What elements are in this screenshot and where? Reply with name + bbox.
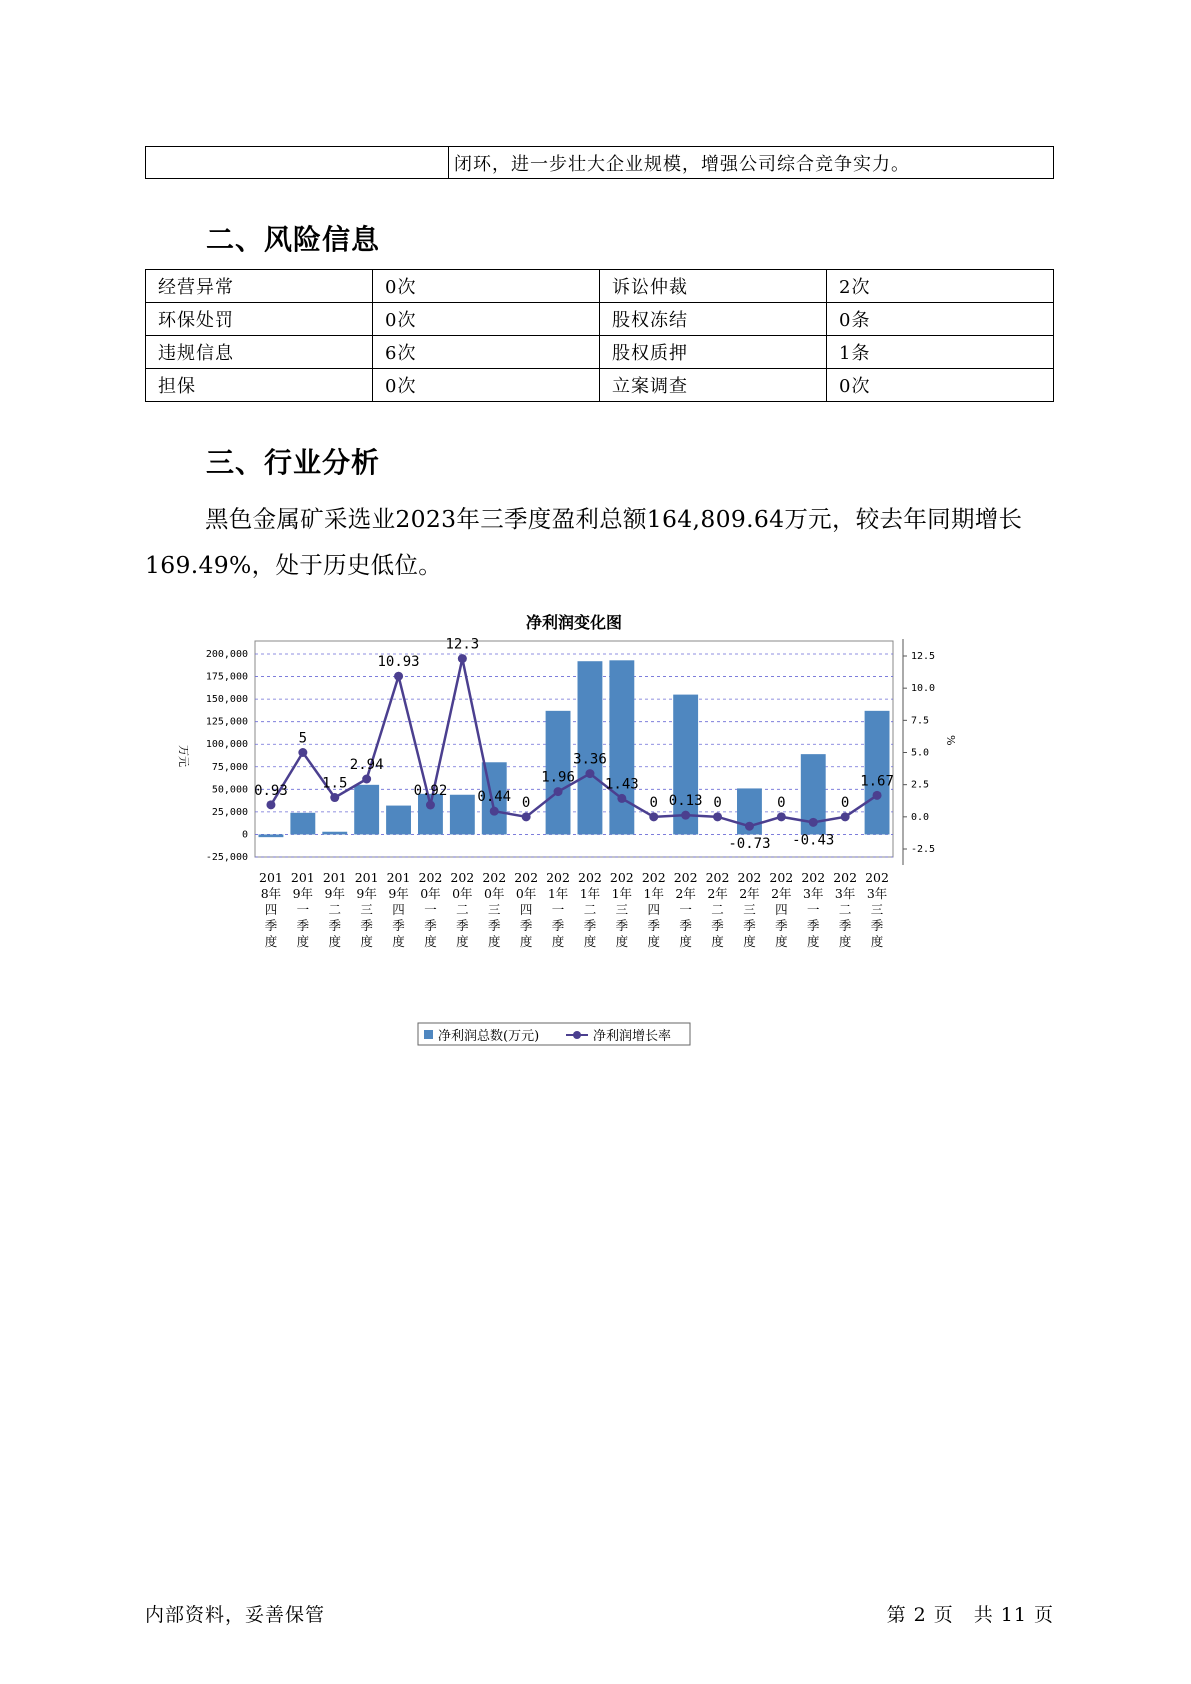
y-left-axis-label: 万元 [177,745,190,767]
risk-key: 诉讼仲裁 [600,270,827,303]
x-tick-label: 1年 [643,886,664,901]
x-tick-label: 9年 [388,886,409,901]
x-tick-label: 季 [838,918,852,933]
growth-data-label: 0 [777,794,786,811]
x-tick-label: 季 [424,918,437,933]
footer-confidential: 内部资料，妥善保管 [145,1604,326,1626]
x-tick-label: 度 [775,934,788,949]
growth-point [394,672,403,681]
x-tick-label: 四 [519,902,533,917]
chart-bar [322,832,347,835]
x-tick-label: 一 [424,902,437,917]
chart-bar [259,834,284,837]
x-tick-label: 二 [711,902,724,917]
legend-bar-label: 净利润总数(万元) [438,1029,540,1044]
x-tick-label: 201 [322,870,347,885]
x-tick-label: 202 [801,870,826,885]
growth-point [841,812,850,821]
x-tick-label: 9年 [292,886,314,901]
growth-data-label: 10.93 [377,654,420,671]
growth-data-label: 0 [649,794,658,811]
x-tick-label: 季 [647,918,661,933]
y-left-tick-label: 75,000 [211,761,248,773]
x-tick-label: 度 [583,934,597,949]
growth-point [809,818,818,827]
x-tick-label: 季 [519,918,533,933]
x-tick-label: 二 [328,902,342,917]
risk-value: 0次 [373,369,600,402]
risk-key: 股权冻结 [600,303,827,336]
x-tick-label: 季 [806,918,820,933]
growth-point [617,794,626,803]
risk-value: 1条 [827,336,1054,369]
y-right-tick-label: 7.5 [911,715,930,727]
x-tick-label: 季 [487,918,501,933]
section-heading-risk: 二、风险信息 [206,223,381,256]
x-tick-label: 四 [647,902,661,917]
chart-bar [450,795,475,835]
table-row [146,336,1054,369]
growth-point [266,800,275,809]
x-tick-label: 202 [833,870,858,885]
x-tick-label: 度 [647,934,661,949]
x-tick-label: 201 [259,870,283,885]
x-tick-label: 度 [328,934,342,949]
x-tick-label: 1年 [547,886,569,901]
growth-data-label: 0 [840,794,850,811]
risk-value: 0条 [827,303,1054,336]
risk-key: 立案调查 [600,369,827,402]
chart-bar [386,806,411,835]
growth-point [426,800,435,809]
growth-data-label: 0 [521,794,531,811]
x-tick-label: 度 [679,934,692,949]
growth-point [522,812,531,821]
x-tick-label: 四 [775,902,788,917]
growth-point [585,769,594,778]
x-tick-label: 季 [743,918,756,933]
growth-point [777,812,786,821]
x-tick-label: 季 [870,918,884,933]
y-left-tick-label: 50,000 [211,784,248,796]
legend-line-label: 净利润增长率 [593,1029,672,1044]
y-left-tick-label: 150,000 [205,694,248,706]
x-tick-label: 2年 [771,886,792,901]
x-tick-label: 三 [743,902,756,917]
x-tick-label: 季 [775,918,788,933]
x-tick-label: 季 [615,918,629,933]
x-tick-label: 三 [615,902,629,917]
x-tick-label: 9年 [324,886,345,901]
growth-data-label: 12.3 [445,636,480,653]
x-tick-label: 度 [615,934,629,949]
risk-key: 股权质押 [600,336,827,369]
chart-bar [290,813,315,835]
table-row [146,303,1054,336]
growth-data-label: 0.92 [413,782,448,799]
x-tick-label: 度 [743,934,756,949]
x-tick-label: 一 [806,902,820,917]
risk-value: 0次 [373,303,600,336]
x-tick-label: 度 [456,934,469,949]
chart-title: 净利润变化图 [525,613,623,632]
risk-value: 2次 [827,270,1054,303]
risk-value: 6次 [373,336,600,369]
x-tick-label: 202 [641,870,666,885]
x-tick-label: 一 [551,902,565,917]
x-tick-label: 3年 [803,886,824,901]
x-tick-label: 201 [386,870,411,885]
x-tick-label: 0年 [420,886,441,901]
top-continuation-table [145,146,1054,179]
empty-cell [146,147,449,179]
x-tick-label: 3年 [834,886,856,901]
x-tick-label: 202 [450,870,475,885]
growth-point [330,793,339,802]
x-tick-label: 季 [551,918,565,933]
x-tick-label: 度 [392,934,405,949]
growth-point [554,787,563,796]
x-tick-label: 季 [711,918,724,933]
growth-data-label: 5 [298,730,308,747]
legend-bar-swatch [424,1030,433,1039]
x-tick-label: 9年 [356,886,377,901]
y-left-tick-label: 175,000 [205,671,248,683]
chart-svg [177,610,960,1070]
y-right-tick-label: 0.0 [911,811,930,823]
growth-point [745,822,754,831]
x-tick-label: 二 [456,902,469,917]
risk-value: 0次 [373,270,600,303]
x-tick-label: 一 [679,902,692,917]
growth-point [490,807,499,816]
x-tick-label: 季 [456,918,469,933]
growth-point [362,775,371,784]
risk-key: 担保 [146,369,373,402]
x-tick-label: 202 [865,870,889,885]
x-tick-label: 202 [514,870,539,885]
y-left-tick-label: 25,000 [211,806,248,818]
risk-info-table [145,269,1054,402]
growth-point [458,654,467,663]
growth-data-label: 3.36 [573,751,607,768]
x-tick-label: 202 [673,870,698,885]
risk-value: 0次 [827,369,1054,402]
x-tick-label: 2年 [739,886,760,901]
x-tick-label: 季 [679,918,692,933]
x-tick-label: 四 [392,902,405,917]
section-heading-industry: 三、行业分析 [206,446,381,479]
growth-data-label: 0.44 [477,789,512,806]
x-tick-label: 季 [264,918,278,933]
x-tick-label: 三 [870,902,884,917]
x-tick-label: 四 [264,902,278,917]
growth-data-label: 1.43 [604,776,639,793]
x-tick-label: 201 [354,870,379,885]
x-tick-label: 202 [609,870,634,885]
x-tick-label: 2年 [707,886,728,901]
x-tick-label: 0年 [452,886,473,901]
growth-data-label: 1.5 [322,775,348,792]
y-left-tick-label: 125,000 [205,716,248,728]
x-tick-label: 三 [360,902,373,917]
x-tick-label: 一 [296,902,310,917]
x-tick-label: 度 [360,934,373,949]
y-right-tick-label: -2.5 [911,844,936,855]
x-tick-label: 202 [482,870,507,885]
x-tick-label: 度 [711,934,724,949]
chart-bar [609,660,634,834]
x-tick-label: 二 [583,902,597,917]
x-tick-label: 季 [360,918,373,933]
x-tick-label: 0年 [484,886,505,901]
growth-point [298,748,307,757]
x-tick-label: 8年 [260,886,282,901]
growth-data-label: 1.67 [860,773,894,790]
x-tick-label: 度 [838,934,852,949]
x-tick-label: 202 [737,870,762,885]
growth-data-label: -0.73 [728,836,771,853]
table-row [146,270,1054,303]
y-right-tick-label: 5.0 [911,747,930,759]
growth-data-label: 0 [713,794,722,811]
y-left-tick-label: 0 [241,829,248,841]
growth-data-label: 0.93 [254,782,288,799]
legend-line-marker [573,1031,581,1039]
risk-key: 经营异常 [146,270,373,303]
growth-point [713,812,722,821]
y-right-axis-label: % [944,735,957,746]
y-right-tick-label: 10.0 [911,683,936,695]
industry-paragraph: 黑色金属矿采选业2023年三季度盈利总额164,809.64万元，较去年同期增长169.49%，处于历史低位。 [145,505,1023,579]
table-row [146,369,1054,402]
net-profit-chart [177,610,960,1070]
growth-point [649,812,658,821]
chart-bar [354,785,379,835]
chart-bar [578,661,603,834]
risk-key: 环保处罚 [146,303,373,336]
x-tick-label: 度 [806,934,820,949]
x-tick-label: 度 [519,934,533,949]
risk-key: 违规信息 [146,336,373,369]
x-tick-label: 0年 [515,886,537,901]
growth-data-label: -0.43 [792,832,835,849]
x-tick-label: 202 [418,870,443,885]
y-left-tick-label: -25,000 [205,852,248,863]
x-tick-label: 度 [296,934,310,949]
x-tick-label: 202 [578,870,602,885]
x-tick-label: 季 [583,918,597,933]
x-tick-label: 1年 [611,886,633,901]
x-tick-label: 1年 [579,886,601,901]
footer-page-number: 第 2 页 共 11 页 [886,1604,1054,1626]
growth-data-label: 1.96 [541,769,575,786]
y-right-tick-label: 12.5 [911,651,936,662]
x-tick-label: 2年 [675,886,696,901]
growth-point [873,791,882,800]
x-tick-label: 度 [424,934,437,949]
x-tick-label: 三 [487,902,501,917]
growth-data-label: 2.94 [349,757,384,774]
x-tick-label: 202 [546,870,570,885]
y-left-tick-label: 100,000 [205,739,248,751]
x-tick-label: 度 [551,934,565,949]
x-tick-label: 季 [296,918,310,933]
x-tick-label: 度 [487,934,501,949]
x-tick-label: 度 [264,934,278,949]
x-tick-label: 季 [392,918,405,933]
growth-point [681,811,690,820]
continuation-text: 闭环，进一步壮大企业规模，增强公司综合竞争实力。 [449,147,1054,179]
plot-frame [255,641,893,857]
x-tick-label: 3年 [866,886,888,901]
x-tick-label: 二 [838,902,852,917]
y-left-tick-label: 200,000 [205,649,248,660]
x-tick-label: 度 [870,934,884,949]
growth-data-label: 0.13 [668,793,703,810]
x-tick-label: 201 [290,870,315,885]
x-tick-label: 202 [705,870,730,885]
y-right-tick-label: 2.5 [911,779,930,791]
x-tick-label: 202 [769,870,794,885]
x-tick-label: 季 [328,918,342,933]
